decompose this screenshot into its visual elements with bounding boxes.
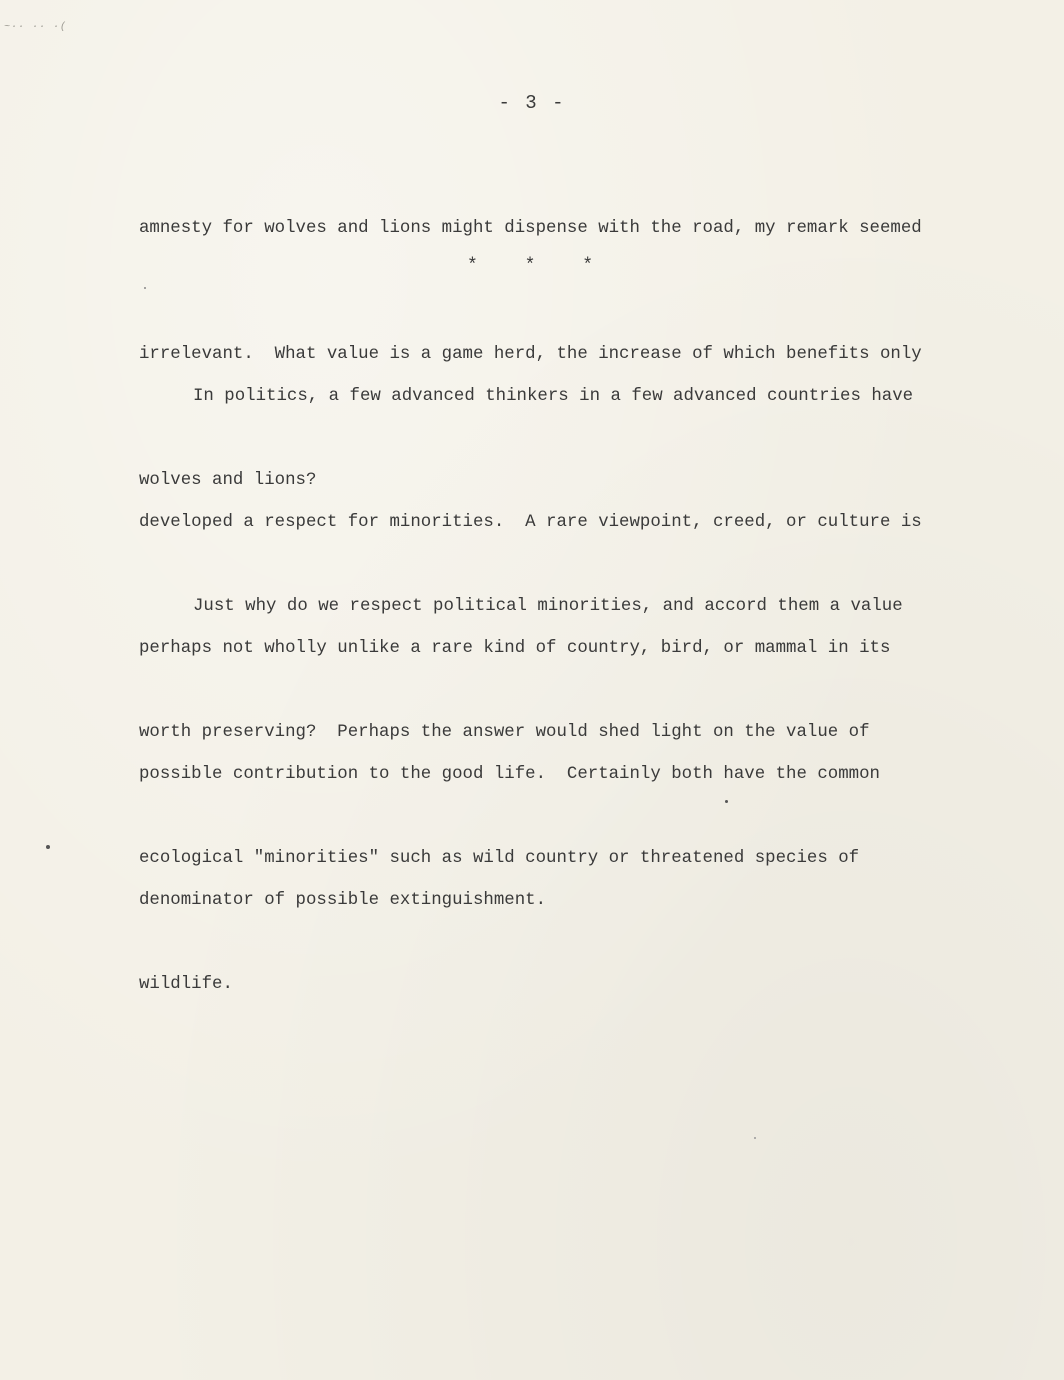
text-line: possible contribution to the good life. Certainly both have the common [139,765,880,784]
corner-pencil-mark: ~·· ·· ·( [4,22,68,33]
text-line: irrelevant. What value is a game herd, the increase of which benefits only [139,345,922,364]
text-line: ecological "minorities" such as wild country or threatened species of [139,849,860,868]
section-separator: * * * [466,256,611,276]
paper-speck [144,287,146,289]
text-line: In politics, a few advanced thinkers in a few advanced countries have [193,387,914,406]
text-line: worth preserving? Perhaps the answer would shed light on the value of [139,723,870,742]
text-line: denominator of possible extinguishment. [139,891,547,910]
page-number: - 3 - [498,92,566,114]
paper-speck [46,845,50,849]
paper-speck [754,1137,756,1139]
paragraph-3 [139,502,939,1090]
text-line: perhaps not wholly unlike a rare kind of country, bird, or mammal in its [139,639,891,658]
text-line: wolves and lions? [139,471,317,490]
text-line: Just why do we respect political minorities, and accord them a value [193,597,903,616]
text-line: developed a respect for minorities. A rare viewpoint, creed, or culture is [139,513,922,532]
text-line: wildlife. [139,975,233,994]
paper-speck [725,800,728,803]
text-line: amnesty for wolves and lions might dispense with the road, my remark seemed [139,219,922,238]
